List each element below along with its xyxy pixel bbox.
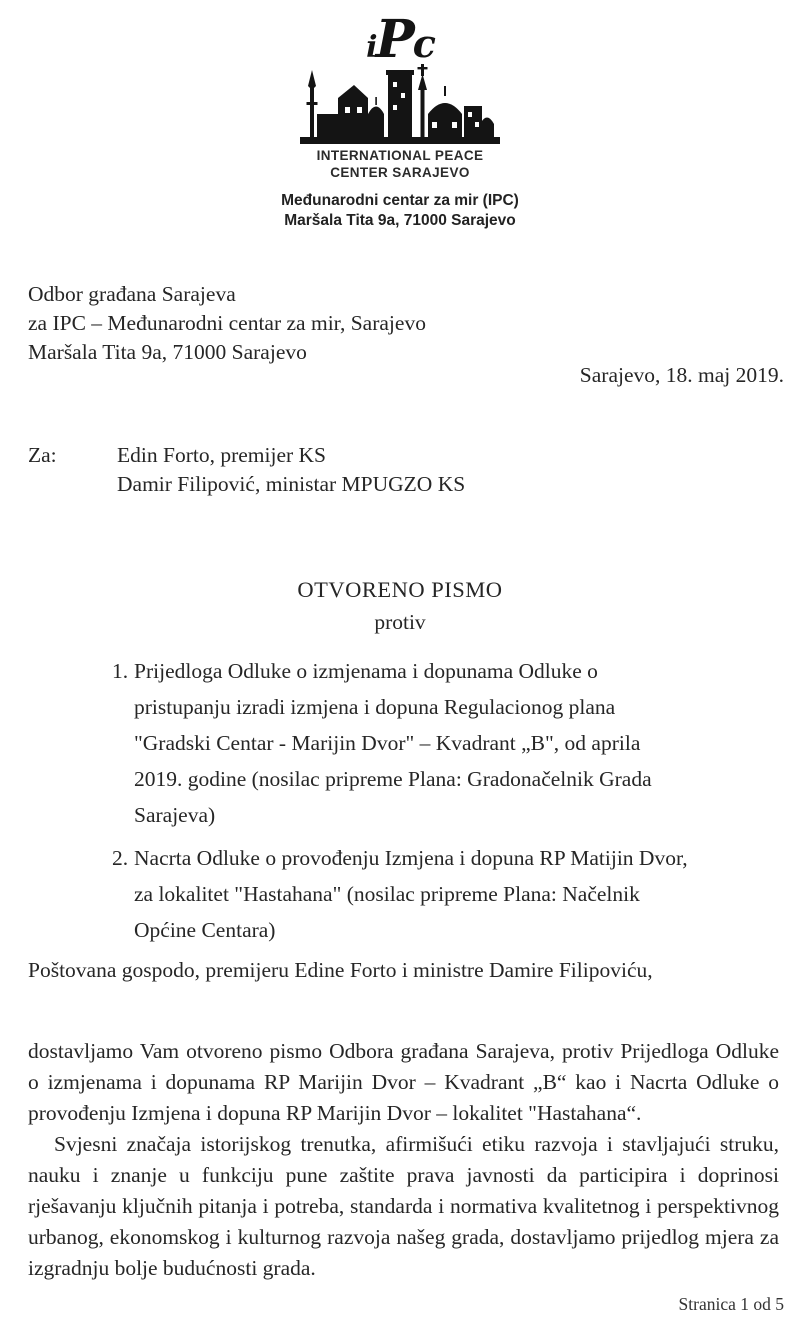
recipients-label: Za:: [28, 443, 57, 467]
subject-item-1: [112, 653, 692, 833]
ipc-monogram: [0, 9, 800, 70]
org-local-line1: Međunarodni centar za mir (IPC): [281, 192, 519, 209]
letter-heading: [0, 577, 800, 635]
monogram-letter-p: P: [375, 9, 413, 70]
letter-subtitle: protiv: [374, 610, 426, 634]
org-name-line2: CENTER SARAJEVO: [330, 165, 470, 180]
body-paragraph-2: Svjesni značaja istorijskog trenutka, afirmišući etiku razvoja i stavljajući struku, nauku i znanje u funkciju pune zaštite prava javnosti da participira i doprinosi rješavanju ključnih pitanja i potreba, standarda i normativa kvalitetnog i perspektivnog urbanog, ekonomskog i kulturnog razvoja našeg grada, dostavljamo prijedlog mjera za izgradnju bolje budućnosti grada.: [28, 1132, 779, 1280]
sender-address-block: [28, 280, 426, 367]
monogram-letter-c: c: [412, 21, 434, 66]
sender-line-1: Odbor građana Sarajeva: [28, 282, 236, 306]
subject-item-2: [112, 840, 692, 948]
logo-block: [0, 9, 800, 230]
sender-line-3: Maršala Tita 9a, 71000 Sarajevo: [28, 340, 307, 364]
org-name-line1: INTERNATIONAL PEACE: [316, 148, 484, 163]
recipient-name-1: Edin Forto, premijer KS: [117, 443, 327, 467]
page-number: Stranica 1 od 5: [678, 1294, 784, 1314]
sender-line-2: za IPC – Međunarodni centar za mir, Sarajevo: [28, 311, 426, 335]
recipients-block: [28, 441, 465, 499]
recipient-name-2: Damir Filipović, ministar MPUGZO KS: [117, 472, 466, 496]
letter-title: OTVORENO PISMO: [297, 577, 503, 602]
subject-item-1-number: 1.: [112, 659, 129, 683]
org-local-line2: Maršala Tita 9a, 71000 Sarajevo: [284, 211, 516, 229]
body-paragraph-1: dostavljamo Vam otvoreno pismo Odbora građana Sarajeva, protiv Prijedloga Odluke o izmjenama i dopunama RP Marijin Dvor – Kvadrant „B“ kao i Nacrta Odluke o provođenju Izmjena i dopuna RP Marijin Dvor – lokalitet "Hastahana“.: [28, 1039, 779, 1125]
subject-item-1-text: Prijedloga Odluke o izmjenama i dopunama Odluke o pristupanju izradi izmjena i dopuna Regulacionog plana "Gradski Centar - Marijin Dvor" – Kvadrant „B", od aprila 2019. godine (nosilac pripreme Plana: Gradonačelnik Grada Sarajeva): [134, 659, 652, 827]
subject-item-2-number: 2.: [112, 846, 129, 870]
subject-item-2-text: Nacrta Odluke o provođenju Izmjena i dopuna RP Matijin Dvor, za lokalitet "Hastahana" (nosilac pripreme Plana: Načelnik Općine Centara): [134, 846, 688, 942]
dateline: Sarajevo, 18. maj 2019.: [579, 363, 784, 387]
letter-body: [28, 1036, 779, 1284]
salutation: Poštovana gospodo, premijeru Edine Forto i ministre Damire Filipoviću,: [28, 958, 653, 982]
subject-list: [112, 653, 692, 948]
monogram-letter-i: i: [366, 30, 376, 65]
